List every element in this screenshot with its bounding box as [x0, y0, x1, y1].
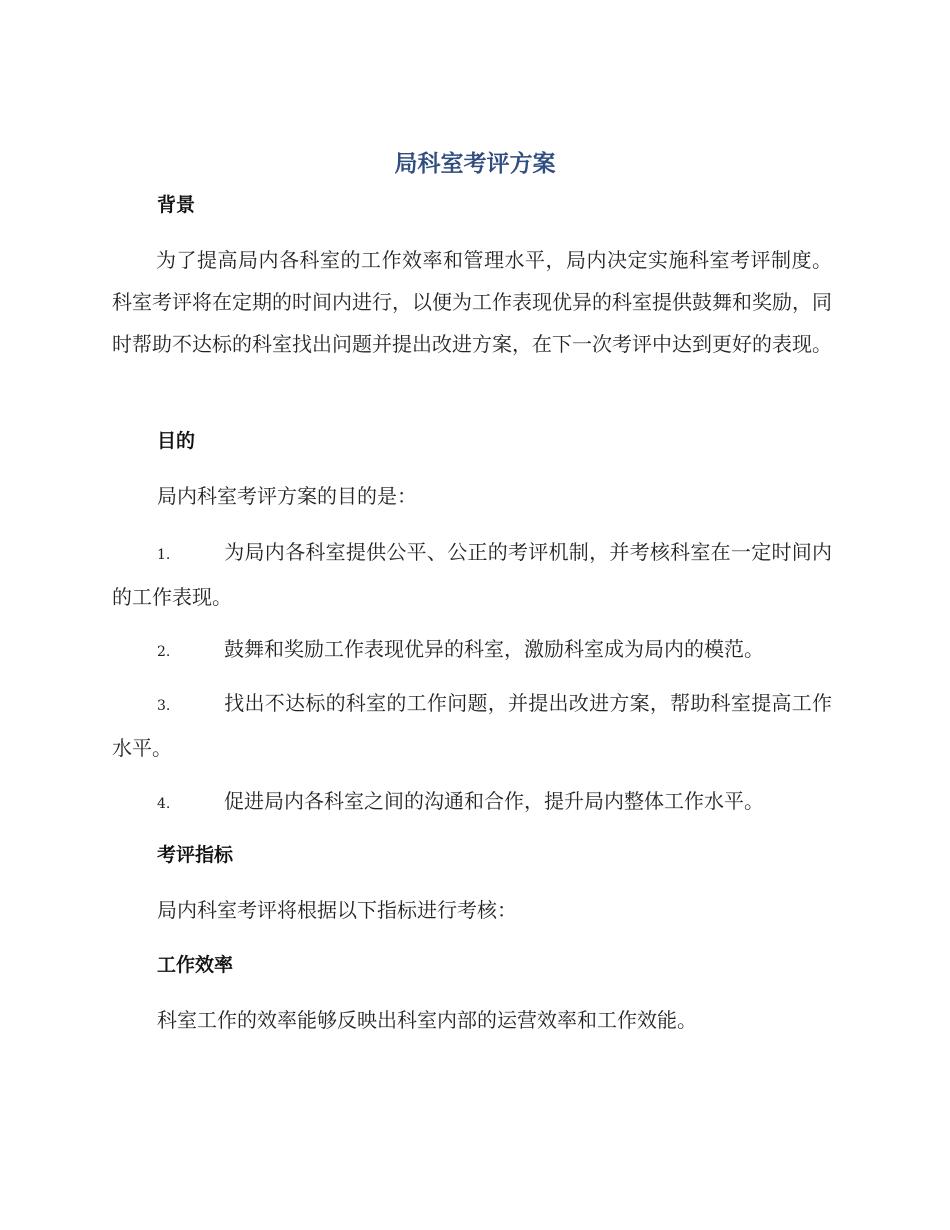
efficiency-paragraph: 科室工作的效率能够反映出科室内部的运营效率和工作效能。: [157, 1008, 697, 1032]
list-number: 3.: [157, 698, 171, 714]
purpose-list-item-4: [112, 780, 832, 825]
list-item-text: 找出不达标的科室的工作问题，并提出改进方案，帮助科室提高工作水平。: [112, 691, 832, 760]
section-heading-efficiency: 工作效率: [157, 954, 234, 976]
section-heading-purpose: 目的: [157, 430, 196, 452]
section-heading-background: 背景: [157, 194, 196, 216]
section-heading-indicators: 考评指标: [157, 844, 234, 866]
list-item-text: 为局内各科室提供公平、公正的考评机制，并考核科室在一定时间内的工作表现。: [112, 540, 832, 609]
list-item-text: 促进局内各科室之间的沟通和合作，提升局内整体工作水平。: [224, 789, 764, 813]
list-number: 4.: [157, 796, 171, 812]
purpose-intro: 局内科室考评方案的目的是：: [157, 484, 417, 508]
purpose-list-item-3: [112, 682, 832, 769]
indicators-intro: 局内科室考评将根据以下指标进行考核：: [157, 898, 517, 922]
purpose-list-item-1: [112, 531, 832, 618]
list-number: 2.: [157, 644, 171, 660]
background-paragraph: 为了提高局内各科室的工作效率和管理水平，局内决定实施科室考评制度。科室考评将在定期的时间内进行，以便为工作表现优异的科室提供鼓舞和奖励，同时帮助不达标的科室找出问题并提出改进方案，在下一次考评中达到更好的表现。: [112, 248, 832, 356]
list-item-text: 鼓舞和奖励工作表现优异的科室，激励科室成为局内的模范。: [224, 637, 764, 661]
purpose-list-item-2: [112, 628, 832, 673]
list-number: 1.: [157, 547, 171, 563]
document-title: 局科室考评方案: [394, 151, 556, 177]
